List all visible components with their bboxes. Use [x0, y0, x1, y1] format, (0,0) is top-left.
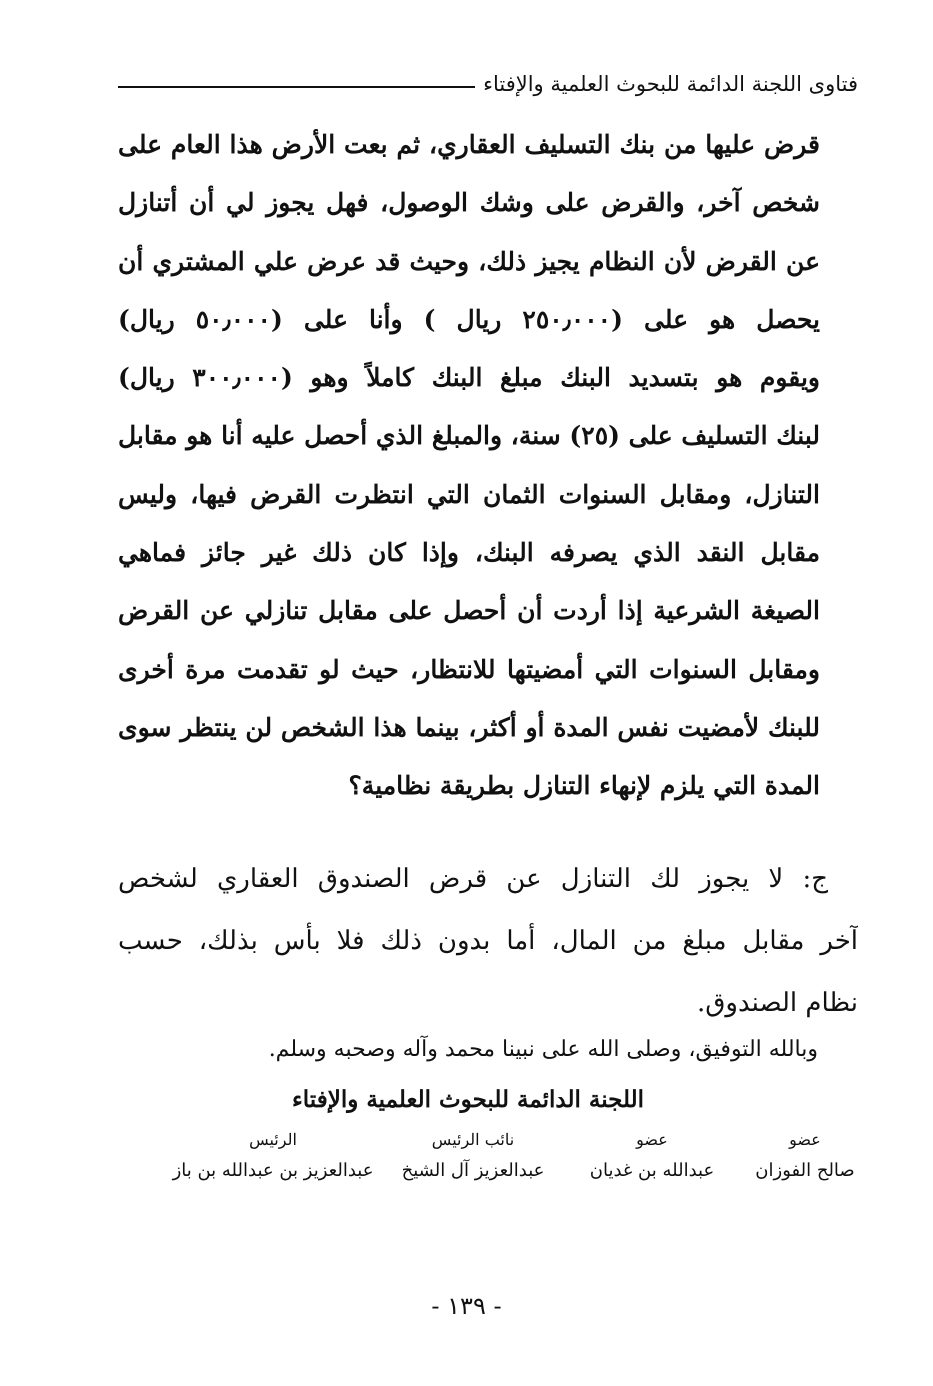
question-line: يحصل هو على (٢٥٠٫٠٠٠ ريال ) وأنا على (٥٠٫٠٠٠ ريال)	[118, 304, 820, 334]
signature-name: عبدالله بن غديان	[589, 1160, 715, 1181]
question-line: شخص آخر، والقرض على وشك الوصول، فهل يجوز لي أن أتنازل	[118, 188, 820, 218]
signature-name: عبدالعزيز آل الشيخ	[401, 1160, 545, 1181]
signature-member-1	[750, 1128, 860, 1186]
signatures-block	[160, 1128, 860, 1208]
answer-line: آخر مقابل مبلغ من المال، أما بدون ذلك فلا بأس بذلك، حسب	[118, 926, 858, 956]
question-line: الصيغة الشرعية إذا أردت أن أحصل على مقابل تنازلي عن القرض	[118, 596, 820, 626]
question-line: ويقوم هو بتسديد البنك مبلغ البنك كاملاً وهو (٣٠٠٫٠٠٠ ريال)	[118, 363, 820, 393]
signature-role: نائب الرئيس	[431, 1130, 515, 1149]
signature-name: صالح الفوزان	[755, 1160, 855, 1181]
answer-line: ج: لا يجوز لك التنازل عن قرض الصندوق العقاري لشخص	[118, 864, 828, 894]
question-line: لبنك التسليف على (٢٥) سنة، والمبلغ الذي أحصل عليه أنا هو مقابل	[118, 421, 820, 451]
signature-member-2	[572, 1128, 732, 1186]
question-line: للبنك لأمضيت نفس المدة أو أكثر، بينما هذا الشخص لن ينتظر سوى	[118, 712, 820, 742]
question-line: ومقابل السنوات التي أمضيتها للانتظار، حيث لو تقدمت مرة أخرى	[118, 654, 820, 684]
answer-line: نظام الصندوق.	[696, 988, 858, 1018]
question-line: عن القرض لأن النظام يجيز ذلك، وحيث قد عرض علي المشتري أن	[118, 246, 820, 276]
question-line: المدة التي يلزم لإنهاء التنازل بطريقة نظامية؟	[348, 771, 820, 801]
signature-president	[168, 1128, 378, 1186]
question-line: مقابل النقد الذي يصرفه البنك، وإذا كان ذلك غير جائز فماهي	[118, 538, 820, 568]
signature-name: عبدالعزيز بن عبدالله بن باز	[172, 1160, 374, 1181]
question-text	[118, 116, 820, 816]
signature-role: الرئيس	[249, 1130, 297, 1149]
header-rule	[118, 86, 475, 88]
signature-vice-president	[388, 1128, 558, 1186]
closing-formula: وبالله التوفيق، وصلى الله على نبينا محمد وآله وصحبه وسلم.	[268, 1037, 818, 1062]
committee-name: اللجنة الدائمة للبحوث العلمية والإفتاء	[291, 1086, 645, 1113]
signature-role: عضو	[789, 1130, 821, 1149]
question-line: التنازل، ومقابل السنوات الثمان التي انتظرت القرض فيها، وليس	[118, 479, 820, 509]
answer-text	[118, 848, 858, 1034]
running-header	[118, 64, 858, 104]
page-number: - ١٣٩ -	[431, 1292, 502, 1320]
header-title: فتاوى اللجنة الدائمة للبحوث العلمية والإفتاء	[483, 72, 858, 96]
signature-role: عضو	[636, 1130, 668, 1149]
question-line: قرض عليها من بنك التسليف العقاري، ثم بعت الأرض هذا العام على	[118, 130, 820, 159]
